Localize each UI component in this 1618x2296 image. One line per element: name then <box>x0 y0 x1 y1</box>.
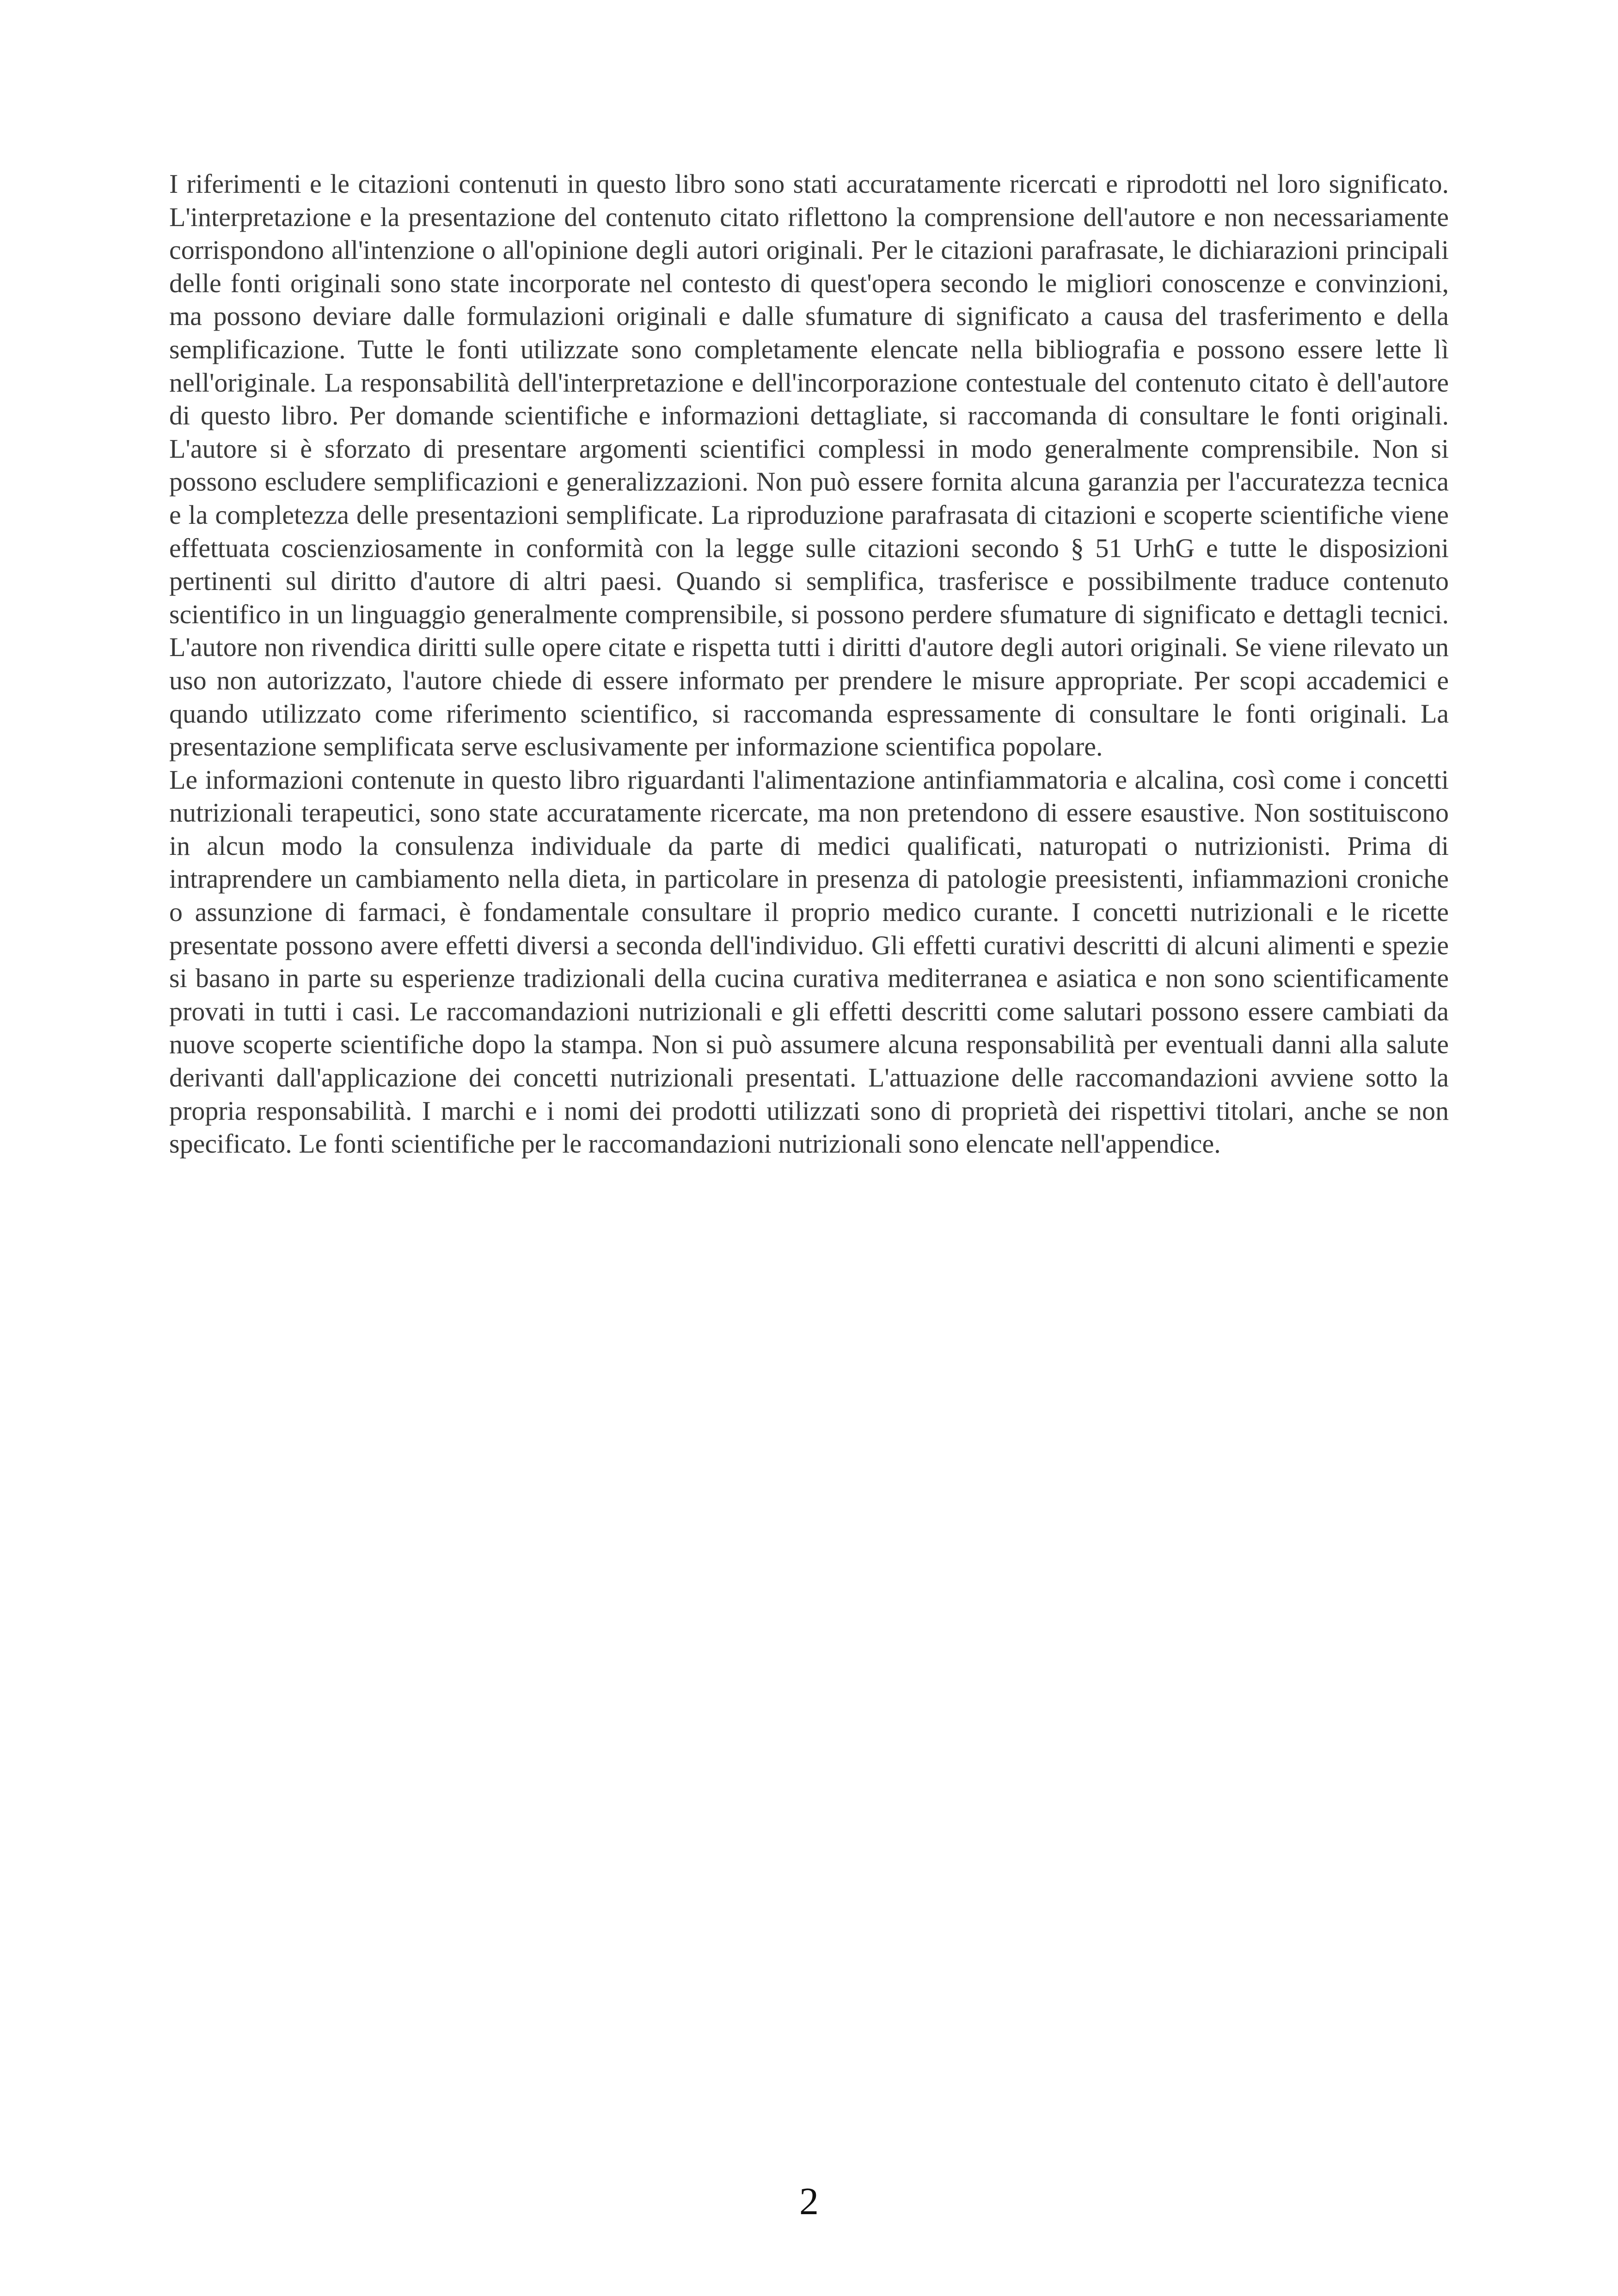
paragraph-citations-disclaimer: I riferimenti e le citazioni contenuti in questo libro sono stati accuratamente ricercati e riprodotti nel loro significato. L'interpretazione e la presentazione del contenuto citato riflettono la comprensione dell'autore e non necessariamente corrispondono all'intenzione o all'opinione degli autori originali. Per le citazioni parafrasate, le dichiarazioni principali delle fonti originali sono state incorporate nel contesto di quest'opera secondo le migliori conoscenze e convinzioni, ma possono deviare dalle formulazioni originali e dalle sfumature di significato a causa del trasferimento e della semplificazione. Tutte le fonti utilizzate sono completamente elencate nella bibliografia e possono essere lette lì nell'originale. La responsabilità dell'interpretazione e dell'incorporazione contestuale del contenuto citato è dell'autore di questo libro. Per domande scientifiche e informazioni dettagliate, si raccomanda di consultare le fonti originali. L'autore si è sforzato di presentare argomenti scientifici complessi in modo generalmente comprensibile. Non si possono escludere semplificazioni e generalizzazioni. Non può essere fornita alcuna garanzia per l'accuratezza tecnica e la completezza delle presentazioni semplificate. La riproduzione parafrasata di citazioni e scoperte scientifiche viene effettuata coscienziosamente in conformità con la legge sulle citazioni secondo § 51 UrhG e tutte le disposizioni pertinenti sul diritto d'autore di altri paesi. Quando si semplifica, trasferisce e possibilmente traduce contenuto scientifico in un linguaggio generalmente comprensibile, si possono perdere sfumature di significato e dettagli tecnici. L'autore non rivendica diritti sulle opere citate e rispetta tutti i diritti d'autore degli autori originali. Se viene rilevato un uso non autorizzato, l'autore chiede di essere informato per prendere le misure appropriate. Per scopi accademici e quando utilizzato come riferimento scientifico, si raccomanda espressamente di consultare le fonti originali. La presentazione semplificata serve esclusivamente per informazione scientifica popolare. <box>169 169 1449 762</box>
body-text <box>169 167 1449 1160</box>
paragraph-nutrition-disclaimer: Le informazioni contenute in questo libro riguardanti l'alimentazione antinfiammatoria e alcalina, così come i concetti nutrizionali terapeutici, sono state accuratamente ricercate, ma non pretendono di essere esaustive. Non sostituiscono in alcun modo la consulenza individuale da parte di medici qualificati, naturopati o nutrizionisti. Prima di intraprendere un cambiamento nella dieta, in particolare in presenza di patologie preesistenti, infiammazioni croniche o assunzione di farmaci, è fondamentale consultare il proprio medico curante. I concetti nutrizionali e le ricette presentate possono avere effetti diversi a seconda dell'individuo. Gli effetti curativi descritti di alcuni alimenti e spezie si basano in parte su esperienze tradizionali della cucina curativa mediterranea e asiatica e non sono scientificamente provati in tutti i casi. Le raccomandazioni nutrizionali e gli effetti descritti come salutari possono essere cambiati da nuove scoperte scientifiche dopo la stampa. Non si può assumere alcuna responsabilità per eventuali danni alla salute derivanti dall'applicazione dei concetti nutrizionali presentati. L'attuazione delle raccomandazioni avviene sotto la propria responsabilità. I marchi e i nomi dei prodotti utilizzati sono di proprietà dei rispettivi titolari, anche se non specificato. Le fonti scientifiche per le raccomandazioni nutrizionali sono elencate nell'appendice. <box>169 764 1449 1159</box>
page-number: 2 <box>799 2180 819 2223</box>
